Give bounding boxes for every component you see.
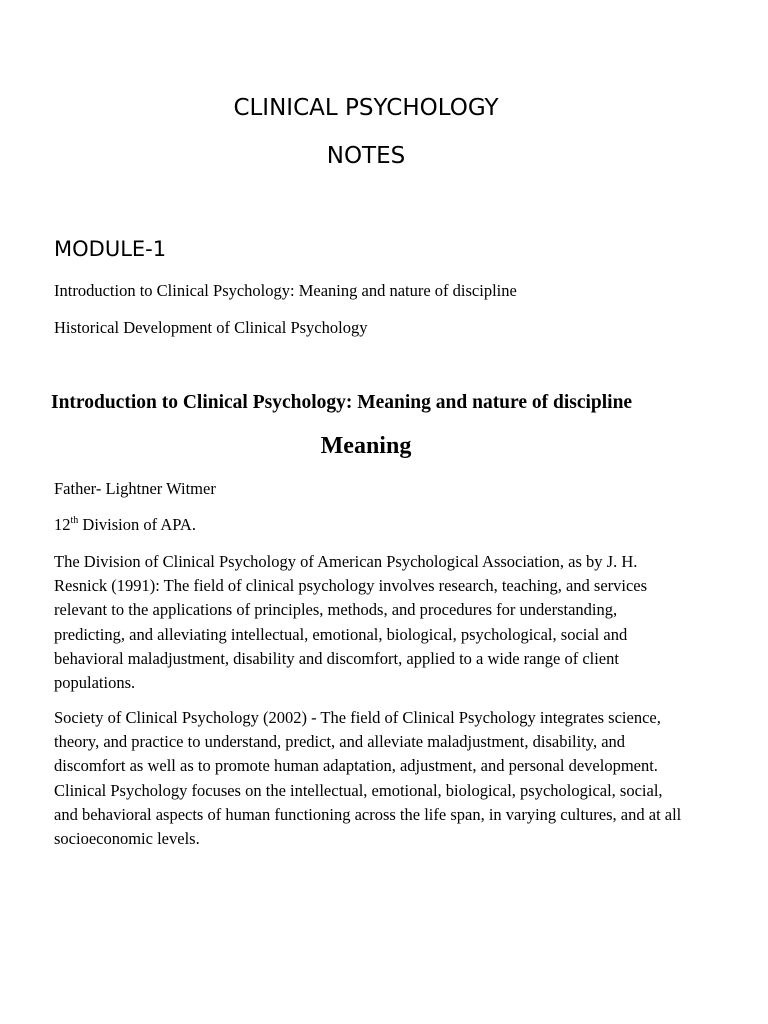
document-title-line-1: CLINICAL PSYCHOLOGY: [233, 95, 499, 121]
module-heading: MODULE-1: [54, 237, 167, 261]
father-line: Father- Lightner Witmer: [54, 479, 216, 498]
module-topic-2: Historical Development of Clinical Psychology: [54, 318, 368, 337]
section-heading: Introduction to Clinical Psychology: Meaning and nature of discipline: [51, 392, 633, 413]
division-superscript: th: [70, 514, 79, 526]
division-line: [54, 515, 196, 535]
division-text: Division of APA.: [78, 515, 196, 534]
paragraph-apa-definition: The Division of Clinical Psychology of American Psychological Association, as by J. H. Resnick (1991): The field of clinical psychology involves research, teaching, and services relevant to the applications of principles, methods, and procedures for understanding, predicting, and alleviating intellectual, emotional, biological, psychological, social and behavioral maladjustment, disability and discomfort, applied to a wide range of client populations.: [54, 552, 648, 693]
document-title-line-2: NOTES: [326, 143, 406, 169]
module-topic-1: Introduction to Clinical Psychology: Meaning and nature of discipline: [54, 281, 517, 300]
division-number: 12: [54, 515, 71, 534]
paragraph-society-definition: Society of Clinical Psychology (2002) - The field of Clinical Psychology integrates science, theory, and practice to understand, predict, and alleviate maladjustment, disability, and discomfort as well as to promote human adaptation, adjustment, and personal development. Clinical Psychology focuses on the intellectual, emotional, biological, psychological, social, and behavioral aspects of human functioning across the life span, in varying cultures, and at all socioeconomic levels.: [54, 708, 682, 849]
meaning-heading: Meaning: [320, 433, 412, 459]
